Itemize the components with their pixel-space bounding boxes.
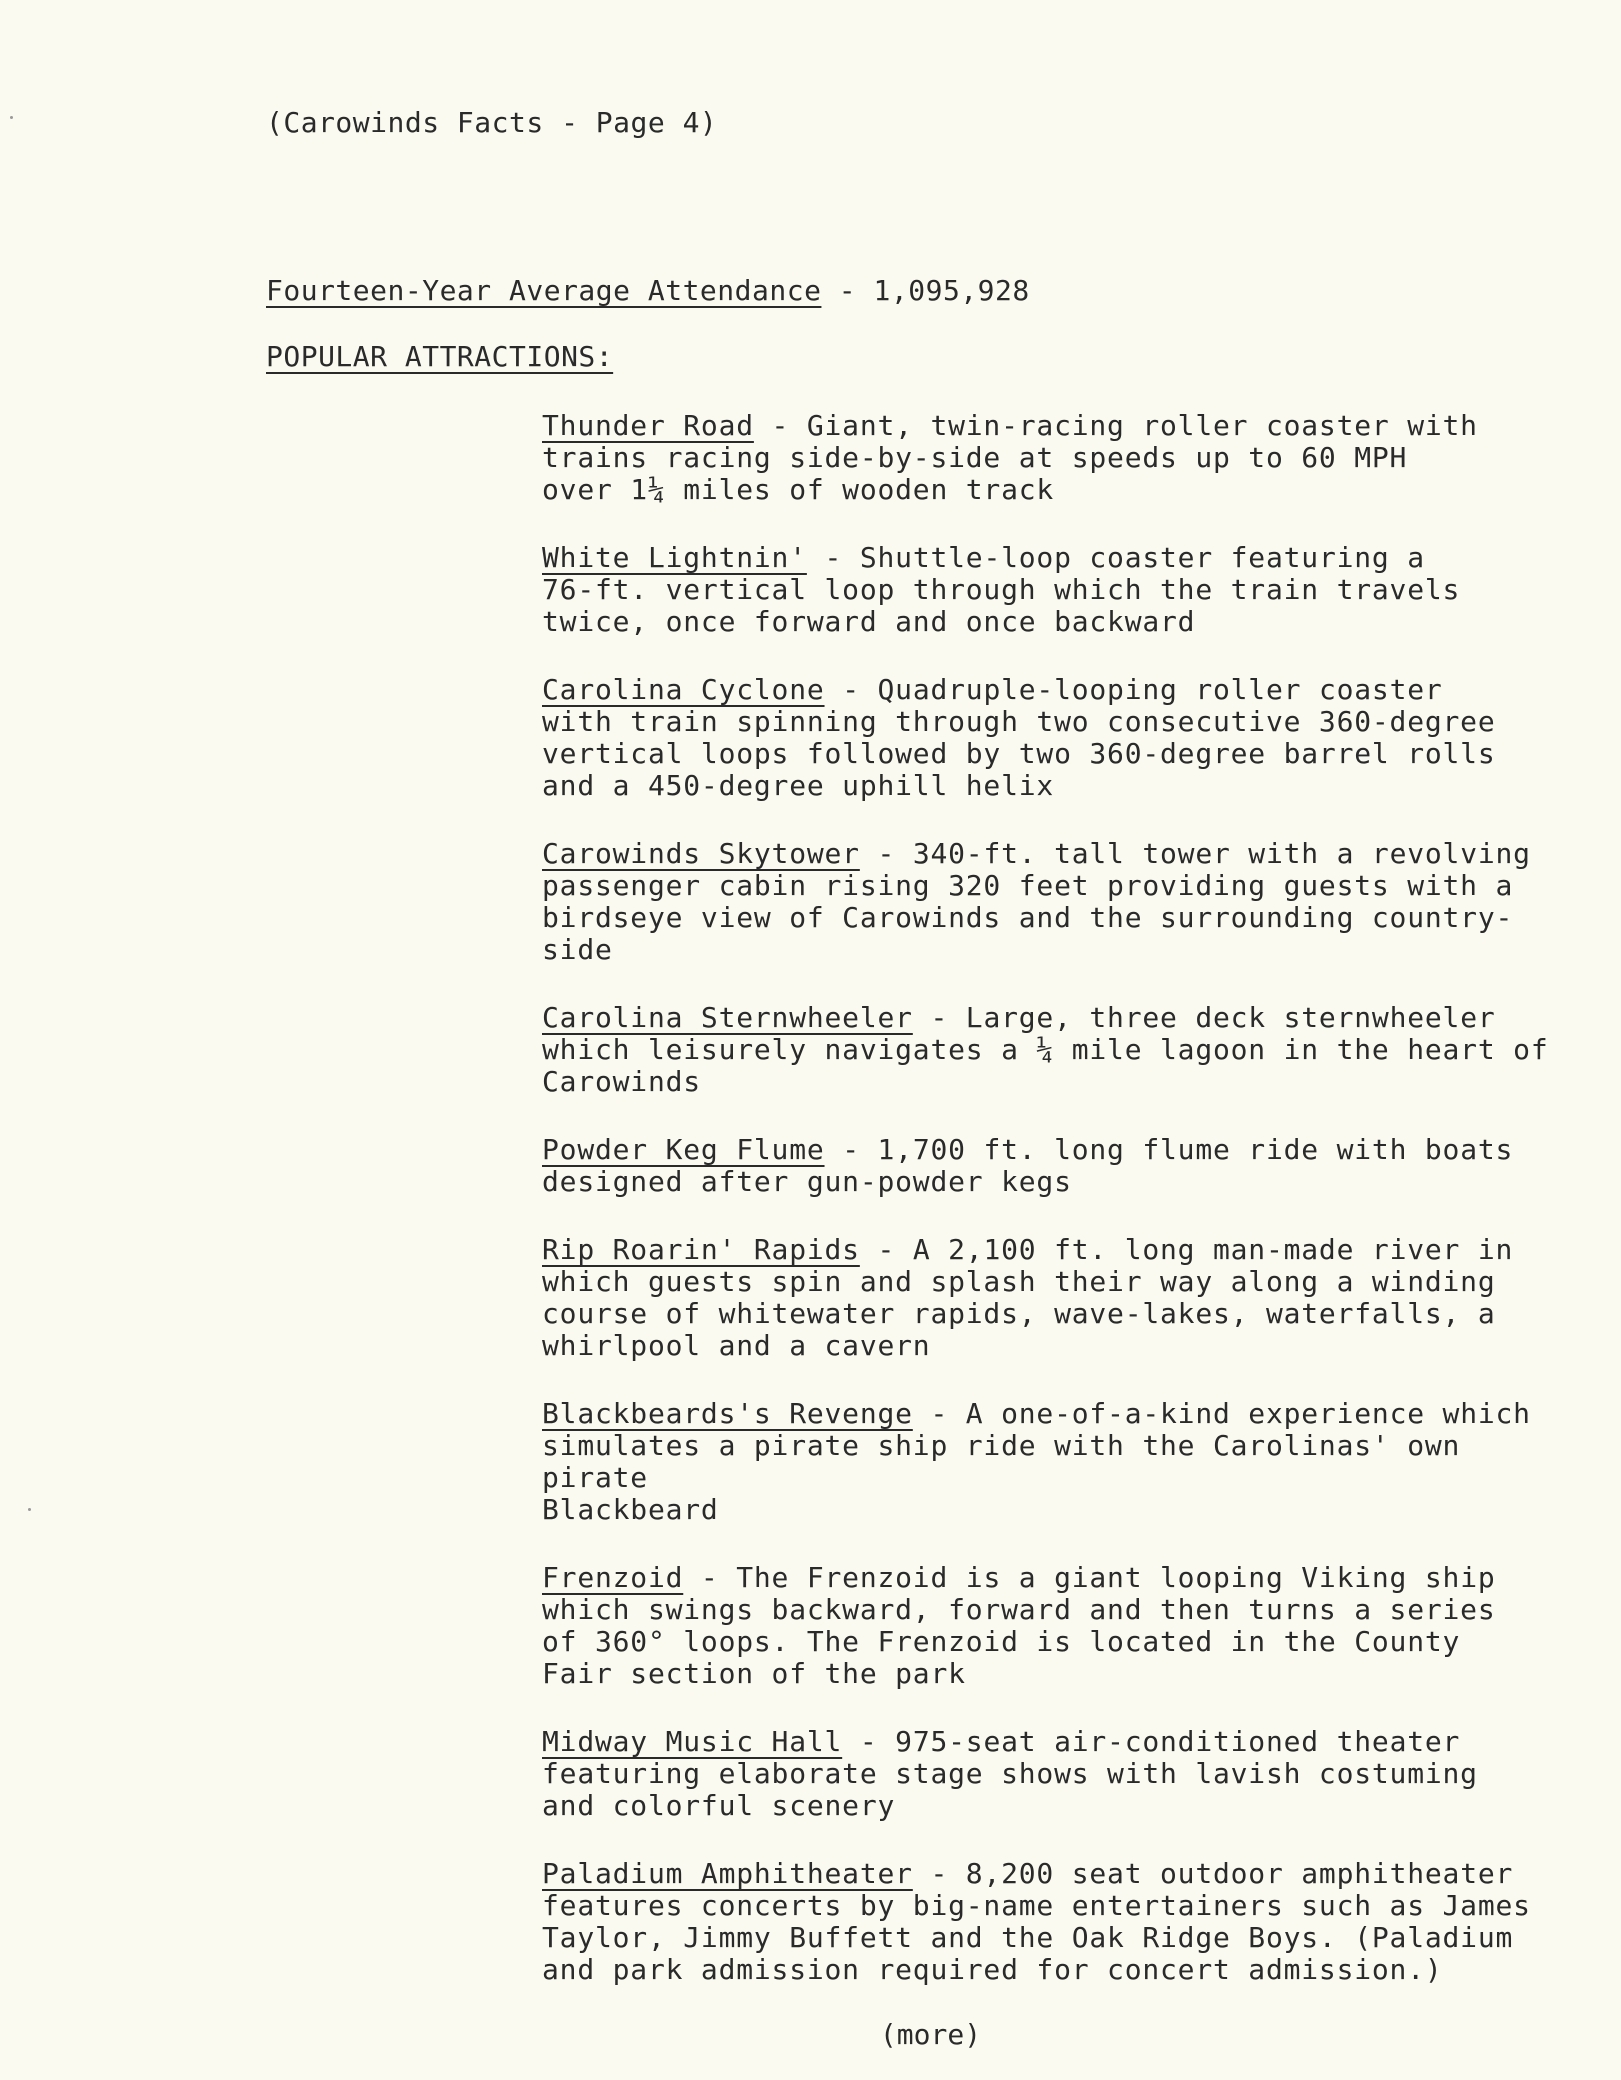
attraction-item: [542, 542, 1552, 638]
attraction-name: Thunder Road: [542, 409, 754, 442]
attraction-description: - Shuttle-loop coaster featuring a 76-ft. vertical loop through which the train travels twice, once forward and once backward: [542, 541, 1461, 638]
attraction-item: [542, 1726, 1552, 1822]
attraction-name: White Lightnin': [542, 541, 807, 574]
attraction-description: - Large, three deck sternwheeler which leisurely navigates a ¼ mile lagoon in the heart of Carowinds: [542, 1001, 1549, 1098]
attraction-item: [542, 1398, 1552, 1526]
attraction-item: [542, 410, 1552, 506]
attraction-description: - Giant, twin-racing roller coaster with trains racing side-by-side at speeds up to 60 MPH over 1¼ miles of wooden track: [542, 409, 1478, 506]
attraction-description: - 1,700 ft. long flume ride with boats designed after gun-powder kegs: [542, 1133, 1514, 1198]
attraction-item: [542, 1002, 1552, 1098]
scan-speck: [28, 1508, 31, 1511]
attraction-name: Frenzoid: [542, 1561, 684, 1594]
attraction-name: Powder Keg Flume: [542, 1133, 825, 1166]
popular-attractions-heading: [266, 340, 613, 374]
average-attendance-value: 1,095,928: [873, 274, 1030, 307]
attraction-name: Carowinds Skytower: [542, 837, 860, 870]
attraction-name: Midway Music Hall: [542, 1725, 843, 1758]
attraction-description: - Quadruple-looping roller coaster with train spinning through two consecutive 360-degree vertical loops followed by two 360-degree barrel rolls and a 450-degree uphill helix: [542, 673, 1496, 802]
attraction-item: [542, 1234, 1552, 1362]
popular-attractions-label: POPULAR ATTRACTIONS:: [266, 340, 614, 373]
page-header: (Carowinds Facts - Page 4): [266, 106, 718, 139]
attraction-item: [542, 1562, 1552, 1690]
scan-speck: [10, 116, 13, 119]
attraction-item: [542, 1134, 1552, 1198]
attraction-item: [542, 1858, 1552, 1986]
attraction-name: Blackbeards's Revenge: [542, 1397, 913, 1430]
attraction-description: - 975-seat air-conditioned theater featuring elaborate stage shows with lavish costuming and colorful scenery: [542, 1725, 1478, 1822]
attraction-name: Carolina Sternwheeler: [542, 1001, 913, 1034]
attraction-description: - The Frenzoid is a giant looping Viking ship which swings backward, forward and then turns a series of 360° loops. The Frenzoid is located in the County Fair section of the park: [542, 1561, 1496, 1690]
average-attendance-line: [266, 274, 1030, 308]
attraction-description: - 340-ft. tall tower with a revolving passenger cabin rising 320 feet providing guests with a birdseye view of Carowinds and the surrounding country- side: [542, 837, 1531, 966]
average-attendance-label: Fourteen-Year Average Attendance: [266, 274, 822, 307]
average-attendance-separator: -: [821, 274, 874, 307]
attraction-description: - A one-of-a-kind experience which simulates a pirate ship ride with the Carolinas' own pirate Blackbeard: [542, 1397, 1531, 1526]
attraction-description: - 8,200 seat outdoor amphitheater features concerts by big-name entertainers such as James Taylor, Jimmy Buffett and the Oak Ridge Boys. (Paladium and park admission required for concert admission.): [542, 1857, 1531, 1986]
attraction-name: Paladium Amphitheater: [542, 1857, 913, 1890]
attractions-list: [542, 410, 1552, 2022]
more-indicator: (more): [879, 2018, 982, 2051]
attraction-item: [542, 674, 1552, 802]
attraction-item: [542, 838, 1552, 966]
attraction-description: - A 2,100 ft. long man-made river in which guests spin and splash their way along a winding course of whitewater rapids, wave-lakes, waterfalls, a whirlpool and a cavern: [542, 1233, 1514, 1362]
attraction-name: Carolina Cyclone: [542, 673, 825, 706]
attraction-name: Rip Roarin' Rapids: [542, 1233, 860, 1266]
